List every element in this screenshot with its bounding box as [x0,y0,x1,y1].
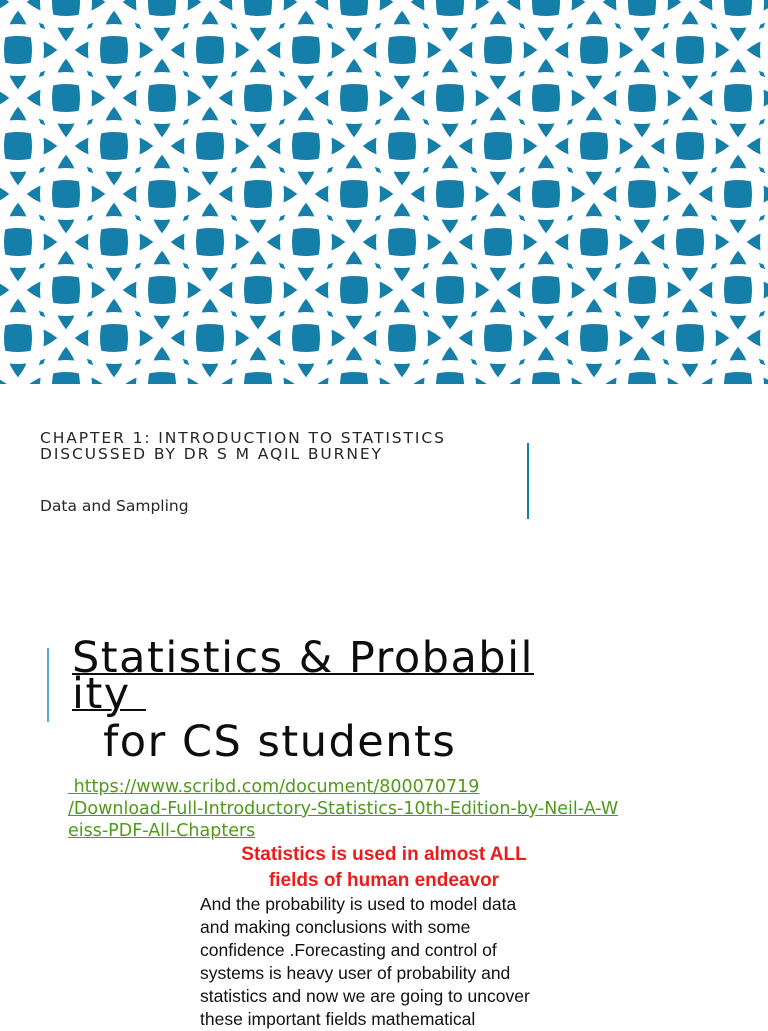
chapter-subtitle [40,430,510,462]
reference-link[interactable] [68,776,698,842]
paragraph-line: statistics and now we are going to uncover [200,986,530,1006]
slide-body-text: Data and Sampling [40,497,189,515]
paragraph-line: confidence .Forecasting and control of [200,940,497,960]
highlight-statement [200,842,568,894]
reference-link-line[interactable]: eiss-PDF-All-Chapters [68,821,256,841]
paragraph-line: systems is heavy user of probability and [200,963,511,983]
highlight-line: Statistics is used in almost ALL [241,844,527,865]
chapter-subtitle-line: DISCUSSED BY DR S M AQIL BURNEY [40,445,383,463]
probability-paragraph [200,893,580,1031]
highlight-line: fields of human endeavor [268,870,500,891]
slide-title-line: for CS students [88,717,457,767]
slide-title-line: ity [72,669,146,719]
chapter-subtitle-line: CHAPTER 1: INTRODUCTION TO STATISTICS [40,429,446,447]
slide-title [72,633,534,767]
paragraph-line: these important fields mathematical [200,1009,476,1029]
title-accent-line [47,648,49,722]
paragraph-line: and making conclusions with some [200,917,471,937]
circle-pattern-banner [0,0,768,384]
reference-link-line[interactable]: /Download-Full-Introductory-Statistics-10th-Edition-by-Neil-A-W [68,799,619,819]
vertical-accent-line [527,443,529,519]
paragraph-line: And the probability is used to model data [200,894,517,914]
slide-title-line: Statistics & Probabil [72,633,534,683]
reference-link-line[interactable]: https://www.scribd.com/document/800070719 [68,777,480,797]
